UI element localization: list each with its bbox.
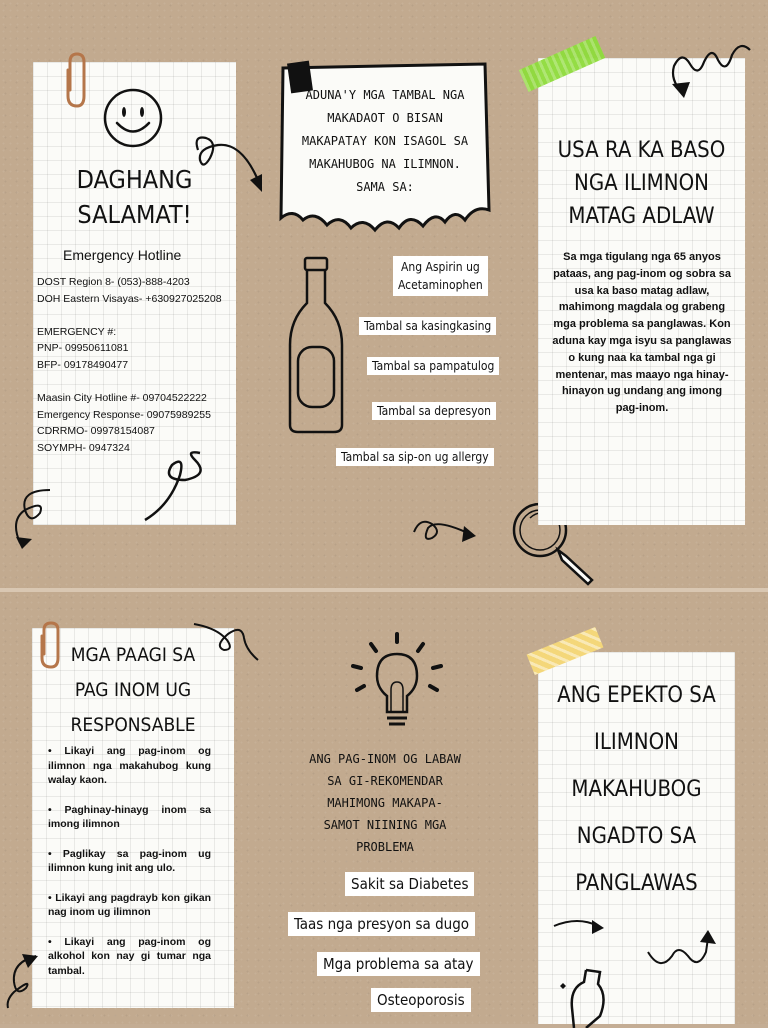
- hotline-item: [37, 374, 222, 391]
- effects-card: [538, 652, 735, 1024]
- hotline-item: PNP- 09950611081: [37, 342, 129, 355]
- smiley-icon: [103, 88, 163, 148]
- curly-arrow-icon: [410, 512, 480, 552]
- bottle-icon: [286, 255, 346, 435]
- list-item: • Likayi ang pag-inom og ilimnon nga makahubog kung walay kaon.: [48, 744, 211, 788]
- medicine-note-text: ADUNA'Y MGA TAMBAL NGA MAKADAOT O BISAN MAKAPATAY KON ISAGOL SA MAKAHUBOG NA ILIMNON. SAMA SA:: [301, 88, 469, 194]
- bottle-icon: [556, 968, 616, 1028]
- problem-label: Osteoporosis: [371, 988, 471, 1012]
- thanks-title: DAGHANG SALAMAT!: [76, 165, 193, 229]
- daily-card: [538, 58, 745, 525]
- hotline-list: [37, 274, 222, 457]
- hotline-item: Maasin City Hotline #- 09704522222: [37, 392, 207, 405]
- problem-label: Mga problema sa atay: [317, 952, 480, 976]
- curly-arrow-icon: [188, 130, 268, 200]
- squiggle-doodle-icon: [140, 445, 220, 525]
- hotline-item: DOH Eastern Visayas- +630927025208: [37, 292, 222, 305]
- daily-body: Sa mga tigulang nga 65 anyos pataas, ang pag-inom og sobra sa usa ka baso matag adlaw, mahimong magdala og grabeng mga problema sa panglawas. Kon aduna kay mga isyu sa panglawas o kung naa ka tambal nga gi mentenar, mas maayo nga hinay-hinayon ug undang ang imong pag-inom.: [552, 251, 732, 415]
- hotline-item: DOST Region 8- (053)-888-4203: [37, 276, 190, 288]
- paperclip-icon: [62, 50, 92, 110]
- curly-arrow-icon: [2, 952, 42, 1012]
- medicine-label: Tambal sa pampatulog: [367, 357, 499, 375]
- loop-arrow-icon: [660, 40, 760, 110]
- hotline-item: SOYMPH- 0947324: [37, 441, 130, 454]
- medicine-label: Tambal sa kasingkasing: [359, 317, 496, 335]
- list-item: • Likayi ang pag-inom og alkohol kon nay gi tumar nga tambal.: [48, 935, 211, 979]
- excess-note-text: ANG PAG-INOM OG LABAW SA GI-REKOMENDAR MAHIMONG MAKAPA- SAMOT NIINING MGA PROBLEMA: [309, 752, 461, 854]
- hotline-item: [37, 307, 222, 324]
- hotline-item: EMERGENCY #:: [37, 325, 117, 338]
- problem-label: Sakit sa Diabetes: [345, 872, 474, 896]
- effects-title: ANG EPEKTO SA ILIMNON MAKAHUBOG NGADTO SA PANGLAWAS: [557, 683, 716, 896]
- hotline-item: Emergency Response- 09075989255: [37, 408, 211, 421]
- list-item: • Paghinay-hinayg inom sa imong ilimnon: [48, 803, 211, 832]
- medicine-label: Tambal sa depresyon: [372, 402, 496, 420]
- medicine-label: Ang Aspirin ug Acetaminophen: [393, 256, 488, 296]
- medicine-label: Tambal sa sip-on ug allergy: [336, 448, 494, 466]
- hotline-item: CDRRMO- 09978154087: [37, 425, 155, 438]
- hotline-item: BFP- 09178490477: [37, 358, 129, 371]
- curly-arrow-icon: [192, 614, 272, 664]
- daily-title: USA RA KA BASO NGA ILIMNON MATAG ADLAW: [557, 138, 726, 229]
- curly-arrow-icon: [10, 485, 60, 555]
- problem-label: Taas nga presyon sa dugo: [288, 912, 475, 936]
- responsible-card: [32, 628, 234, 1008]
- bottom-page: [0, 592, 768, 1024]
- list-item: • Paglikay sa pag-inom ug ilimnon kung init ang ulo.: [48, 847, 211, 876]
- responsible-tips: [48, 744, 211, 993]
- hotline-heading: Emergency Hotline: [63, 247, 182, 263]
- responsible-title: MGA PAAGI SA PAG INOM UG RESPONSABLE: [70, 644, 196, 736]
- lightbulb-icon: [347, 632, 447, 732]
- list-item: • Likayi ang pagdrayb kon gikan nag inom ug ilimnon: [48, 891, 211, 920]
- paperclip-icon: [36, 620, 66, 670]
